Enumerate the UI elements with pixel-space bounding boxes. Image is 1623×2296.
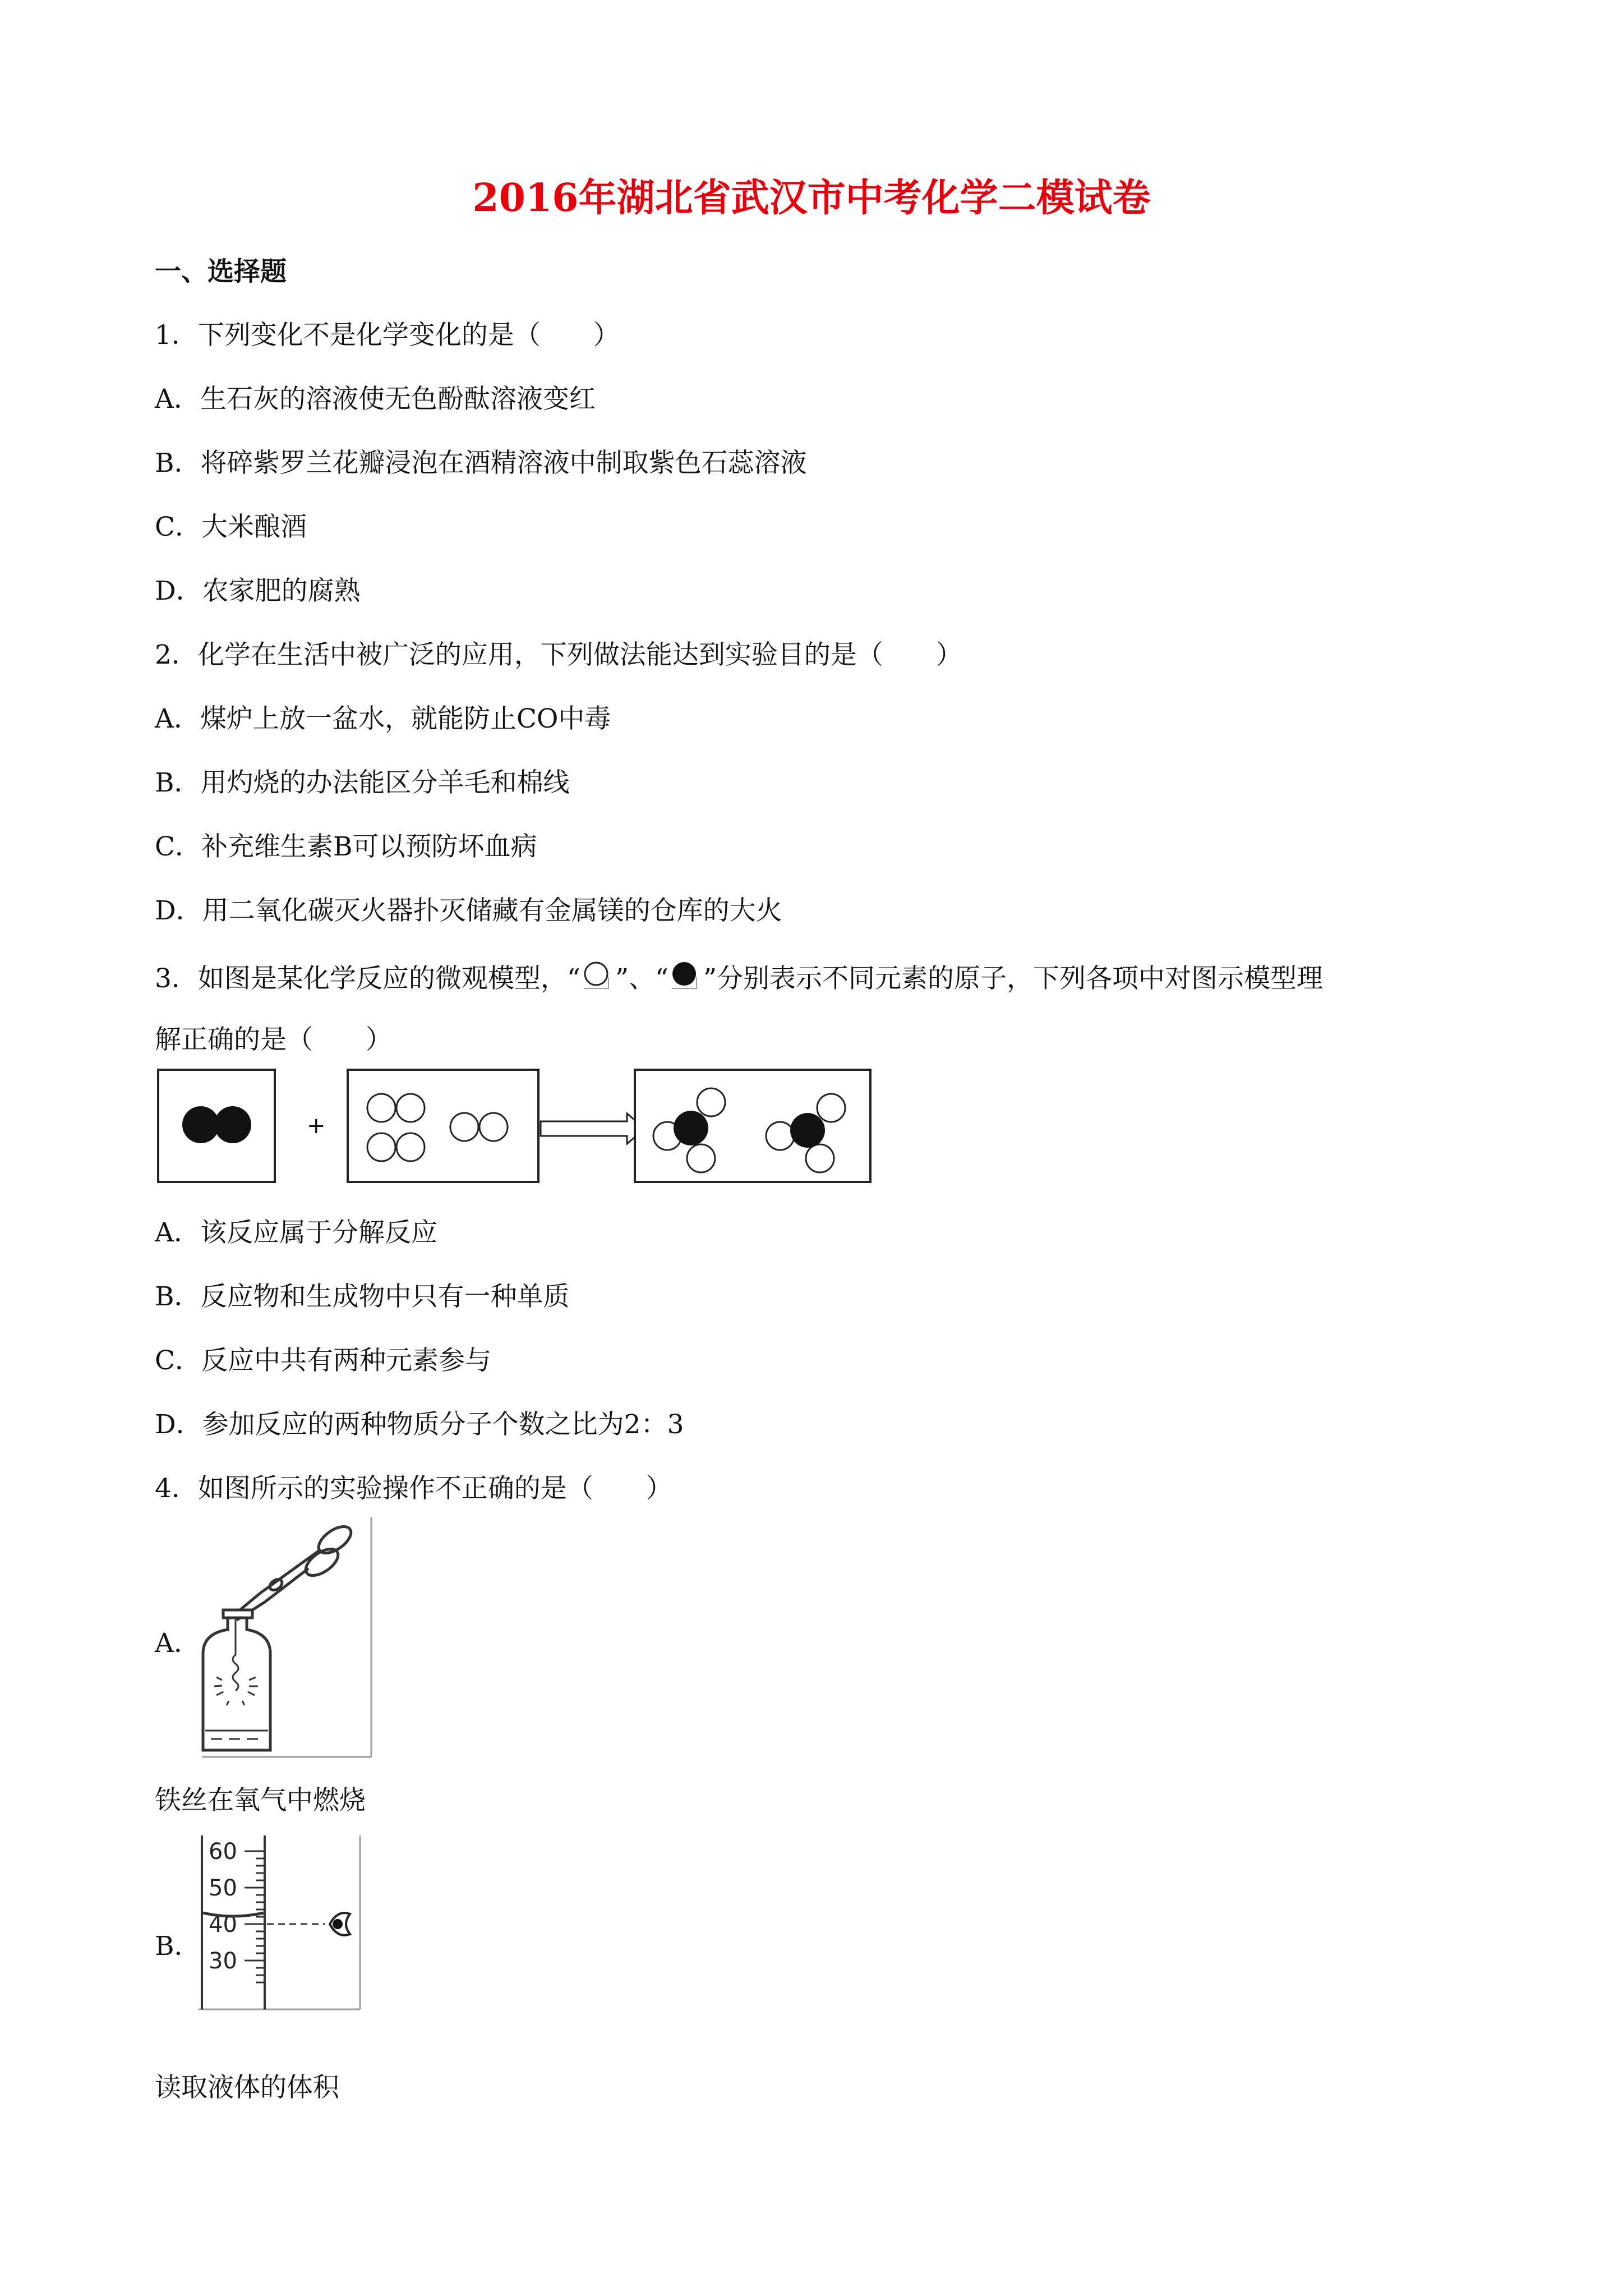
white-atom-icon [580,959,615,991]
q3-stem [155,959,1323,996]
q3-stem-part-1: 3．如图是某化学反应的微观模型，“ [155,963,580,994]
q2-stem: 2．化学在生活中被广泛的应用，下列做法能达到实验目的是（ ） [155,639,962,670]
black-atom [182,1106,219,1143]
reaction-arrow [541,1114,645,1144]
black-atom-icon [668,959,703,991]
gas-jar [203,1610,270,1750]
cylinder-tick-label: 60 [209,1839,237,1865]
q1-option-c[interactable]: C．大米酿酒 [155,512,307,542]
q1-stem: 1．下列变化不是化学变化的是（ ） [155,320,620,351]
q3-option-c[interactable]: C．反应中共有两种元素参与 [155,1345,491,1376]
cylinder-tick-label: 30 [209,1948,237,1974]
graduated-cylinder-figure [197,1834,366,2014]
q2-option-a[interactable]: A．煤炉上放一盆水，就能防止CO中毒 [155,703,611,734]
water-layer [205,1731,268,1739]
q1-option-d[interactable]: D．农家肥的腐熟 [155,576,361,606]
q3-stem-part-3: ”分别表示不同元素的原子，下列各项中对图示模型理 [703,963,1324,994]
cylinder-tick-label: 50 [209,1875,237,1901]
q3-stem-part-2: ”、“ [615,963,668,994]
q2-option-d[interactable]: D．用二氧化碳灭火器扑灭储藏有金属镁的仓库的大火 [155,895,782,926]
q4-option-b-label[interactable]: B． [155,1931,201,1962]
iron-wire-combustion-figure [197,1515,377,1761]
q3-option-a[interactable]: A．该反应属于分解反应 [155,1217,437,1248]
eye-icon [330,1913,350,1935]
crucible-tongs [233,1521,356,1620]
q1-option-b[interactable]: B．将碎紫罗兰花瓣浸泡在酒精溶液中制取紫色石蕊溶液 [155,448,807,478]
black-atom [214,1106,251,1143]
cylinder-tick-label: 40 [209,1912,237,1938]
q2-option-c[interactable]: C．补充维生素B可以预防坏血病 [155,831,537,862]
reaction-model-diagram [151,1063,880,1192]
section-heading: 一、选择题 [155,256,287,287]
q4-option-a-label[interactable]: A． [155,1628,200,1659]
reactant-box-2 [348,1070,538,1182]
plus-sign: + [307,1113,326,1139]
q3-option-b[interactable]: B．反应物和生成物中只有一种单质 [155,1281,570,1312]
q4-stem: 4．如图所示的实验操作不正确的是（ ） [155,1473,672,1504]
q4-option-a-caption: 铁丝在氧气中燃烧 [155,1785,366,1816]
q1-option-a[interactable]: A．生石灰的溶液使无色酚酞溶液变红 [155,384,596,415]
page-title: 2016年湖北省武汉市中考化学二模试卷 [472,176,1151,220]
q3-option-d[interactable]: D．参加反应的两种物质分子个数之比为2：3 [155,1409,684,1440]
q4-option-b-caption: 读取液体的体积 [155,2072,339,2103]
q3-stem-line2: 解正确的是（ ） [155,1024,392,1055]
q2-option-b[interactable]: B．用灼烧的办法能区分羊毛和棉线 [155,767,570,798]
